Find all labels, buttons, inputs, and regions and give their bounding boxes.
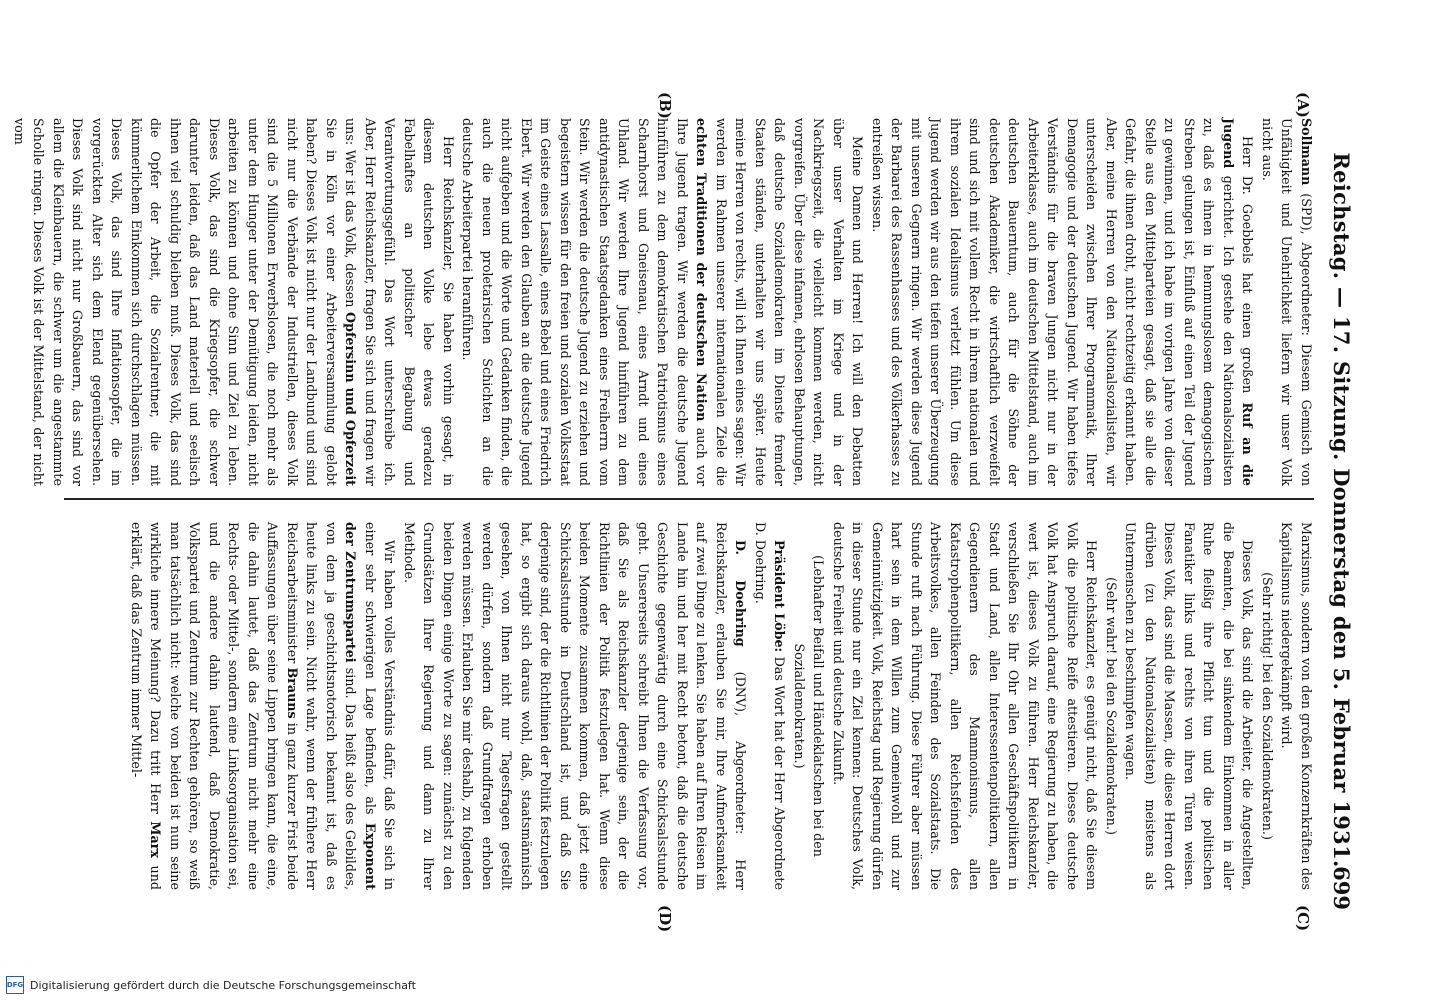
interjection: (Lebhafter Beifall und Händeklatschen bei den Sozialdemokraten.) [792,555,827,857]
emphasis: Opfersinn und Opferzeit [343,312,359,486]
footer-credit [6,976,416,994]
paragraph: Herr Reichskanzler, es genügt nicht, daß Sie diesem Volk die politische Reife attestieren. Dieses deutsche Volk hat Anspruch darauf, eine Regierung zu haben, die wert ist, dieses Volk zu führen. Herr Reichskanzler, verschließen Sie Ihr Ohr allen Geschäftspolitikern in Stadt und Land, allen Interessentenpolitikern, allen Gegendienern des Mammonismus, allen Katastrophenpolitikern, allen Reichsfeinden des Arbeitsvolkes, allen Feinden des Sozialstaats. Die Stunde ruft nach Führung. Diese Führer aber müssen hart sein in dem Willen zum Gemeinwohl und zur Gemeinnützigkeit. Volk, Reichstag und Regierung dürfen in dieser Stunde nur ein Ziel kennen: Deutsches Volk, deutsche Freiheit und deutsche Zukunft. [831,522,1100,890]
paragraph-text: und erklärt, daß das Zentrum immer Mittel- [129,522,164,890]
paragraph [868,118,1258,486]
left-column [10,118,1317,486]
header-title: Reichstag. — 17. Sitzung. Donnerstag den 5. Februar 1931. [1329,152,1354,868]
paragraph-text: Wir haben volles Verständnis dafür, daß Sie sich in einer sehr schwierigen Lage befinden, als [363,522,398,890]
paragraph [1258,118,1317,486]
emphasis: Brauns [285,667,300,719]
margin-marker-b: (B) [656,92,674,119]
paragraph [458,118,868,486]
paragraph [751,522,790,890]
paragraph-text: auch vor Ihre Jugend tragen. Wir werden die deutsche Jugend hinführen zu dem demokratischen Patriotismus eines Scharnhorst und Gneisenau, eines Arndt und eines Uhland. Wir werden Ihre Jugend hinführen zu dem antidynastischen Staatsgedanken eines Freiherrn vom Stein. Wir werden die deutsche Jugend zu erziehen und begeistern wissen für den freien und sozialen Volksstaat im Geiste eines Lassalle, eines Bebel und eines Friedrich Ebert. Wir werden den Glauben an die deutsche Jugend nicht aufgeben und die Worte und Gedanken finden, die auch die neuen proletarischen Schichten an die deutsche Arbeiterpartei heranführen. [460,118,710,487]
emphasis: echten Traditionen der deutschen Nation [694,118,710,422]
page-number: 699 [1329,866,1354,910]
emphasis: Marx [148,821,164,858]
interjection: (Sehr richtig! bei den Sozialdemokraten.) [1260,572,1275,840]
speaker-name: Präsident Löbe: [772,540,788,653]
column-divider [64,498,1314,500]
paragraph-text: Meine Damen und Herren! Ich will den Debatten über unser Verhalten im Kriege und in der Nachkriegszeit, die vielleicht kommen werden, nicht vorgreifen. Über diese infamen, ehrlosen Behauptungen, daß deutsche Sozialdemokraten im Dienste fremder Staaten ständen, unterhalten wir uns später. Heute meine Herren von rechts, will ich Ihnen eines sagen: Wir werden im Rahmen unserer internationalen Ziele die [714,118,866,486]
paragraph-text: Das Wort hat der Herr Abgeordnete D. Doehring. [753,522,788,890]
interjection: (Sehr wahr! bei den Sozialdemokraten.) [1104,577,1119,835]
emphasis: Exponent der Zentrumspartei [343,522,378,890]
margin-marker-a: (A) [1294,92,1312,118]
paragraph-text: in ganz kurzer Frist beide Auffassungen über seine Lippen bringen kann, die eine, die dahin lautet, daß das Zentrum nicht mehr eine Rechts- oder Mittel-, sondern eine Linksorganisation sei, und die andere dahin lautend, daß Demokratie, Volkspartei und Zentrum zur Rechten gehören, so weiß man tatsächlich nicht: welche von beiden ist nun seine wirkliche innere Meinung? Dazu tritt Herr [148,522,300,890]
paragraph-text: (DNV), Abgeordneter: Herr Reichskanzler, erlauben Sie mir, Ihre Aufmerksamkeit auf zwei Dinge zu lenken. Sie haben auf Ihren Reisen im Lande hin und her mit Recht betont, daß die deutsche Geschichte gegenwärtig durch eine Schicksalsstunde geht. Unsererseits schreibt Ihnen die Verfassung vor, daß Sie als Reichskanzler derjenige sein, der die Richtlinien der Politik festzulegen hat. Wenn diese beiden Momente zusammen kommen, daß jetzt eine Schicksalsstunde in Deutschland ist, und daß Sie derjenige sind, der die Richtlinien der Politik festzulegen hat, so ergibt sich daraus wohl, daß, staatsmännisch gesehen, von Ihnen nicht nur Tagesfragen gestellt werden dürfen, sondern daß Grundfragen erhoben werden müssen. Erlauben Sie mir deshalb, zu folgenden beiden Dingen einige Worte zu sagen: zunächst zu den Grundsätzen Ihrer Regierung und dann zu Ihrer Methode. [402,522,749,890]
paragraph-text: sind. Das heißt also des Gebildes, von dem ja geschichtsnotorisch bekannt ist, daß es heute links zu sein. Nicht wahr, wenn der frühere Herr Reichsarbeitsminister [285,522,359,890]
paragraph [400,522,751,890]
paragraph: Marxismus, sondern von den großen Konzernkräften des Kapitalismus niedergekämpft wird. [1279,522,1314,890]
margin-marker-d: (D) [656,905,674,933]
paragraph: Dieses Volk, das sind die Arbeiter, die Angestellten, die Beamten, die bei sinkendem Einkommen in aller Ruhe fleißig ihre Pflicht tun und die politischen Fanatiker links und rechts von ihren Türen weisen. Dieses Volk, das sind die Massen, die diese Herren dort drüben (zu den Nationalsozialisten) meistens als Untermenschen zu beschimpfen wagen. [1123,522,1256,890]
emphasis: Ruf an die Jugend [1221,118,1256,486]
right-column [127,522,1317,890]
paragraph-text: gerichtet. Ich gestehe den Nationalsozialisten zu, daß es ihnen in hemmungslosem demagogischem Streben gelungen ist, Einfluß auf einen Teil der Jugend zu gewinnen, und ich habe im vorigen Jahre von dieser Stelle aus den Mittelparteien gesagt, daß sie alle die Gefahr, die ihnen droht, nicht rechtzeitig erkannt haben. Aber, meine Herren von den Nationalsozialisten, wir unterscheiden zwischen Ihrer Programmatik, Ihrer Demagogie und der deutschen Jugend. Wir haben tiefes Verständnis für die braven Jungen nicht nur in der Arbeiterklasse, auch im deutschen Mittelstand, auch im deutschen Bauerntum, auch für die Söhne der deutschen Akademiker, die wirtschaftlich verzweifelt sind und sich mit vollem Recht in ihrem nationalen und ihrem sozialen Idealismus verletzt fühlen. Um diese Jugend werden wir aus den tiefen unserer Überzeugung mit unseren Gegnern ringen. Wir werden diese Jugend der Barbarei des Rassenhasses und des Völkerhasses zu entreißen wissen. [870,118,1236,486]
page-header [1324,110,1356,910]
paragraph-text: Herr Reichskanzler, Sie haben vorhin gesagt, in diesem deutschen Volke lebe etwas geradezu Fabelhaftes an politischer Begabung und Verantwortungsgefühl. Das Wort unterschreibe ich. Aber, Herr Reichskanzler, fragen Sie sich und fragen wir uns: Wer ist das Volk, dessen [343,118,456,486]
paragraph-text: (SPD), Abgeordneter: Diesem Gemisch von Unfähigkeit und Unehrlichkeit liefern wir unser Volk nicht aus. [1260,118,1314,486]
paragraph [10,118,459,486]
speaker-name: Sollmann [1299,118,1314,186]
margin-marker-c: (C) [1294,905,1312,932]
dfg-logo-icon: DFG [6,976,24,994]
footer-text: Digitalisierung gefördert durch die Deutsche Forschungsgemeinschaft [30,978,416,992]
paragraph-text: Sie in Köln vor einer Arbeiterversammlung gelobt haben? Dieses Volk ist nicht nur der Landbund und sind nicht nur die Verbände der Industriellen, dieses Volk sind die 5 Millionen Erwerbslosen, die noch mehr als unter dem Hunger unter der Demütigung leiden, nicht arbeiten zu können und ohne Sinn und Ziel zu leben. Dieses Volk, das sind die Kriegsopfer, die schwer darunter leiden, daß das Land materiell und seelisch ihnen viel schuldig bleiben muß. Dieses Volk, das sind die Opfer der Arbeit, die Sozialrentner, die mit kümmerlichem Einkommen sich durchschlagen müssen. Dieses Volk, das sind Ihre Inflationsopfer, die im vorgerückten Alter sich dem Elend gegenübersehen. Dieses Volk sind nicht nur Großbauern, das sind vor allem die Kleinbauern, die schwer um die angestammte Scholle ringen. Dieses Volk ist der Mittelstand, der nicht vom [12,118,339,486]
paragraph-text: Herr Dr. Goebbels hat einen großen [1240,136,1256,403]
paragraph [127,522,400,890]
speaker-name: D. Doehring [733,540,749,647]
